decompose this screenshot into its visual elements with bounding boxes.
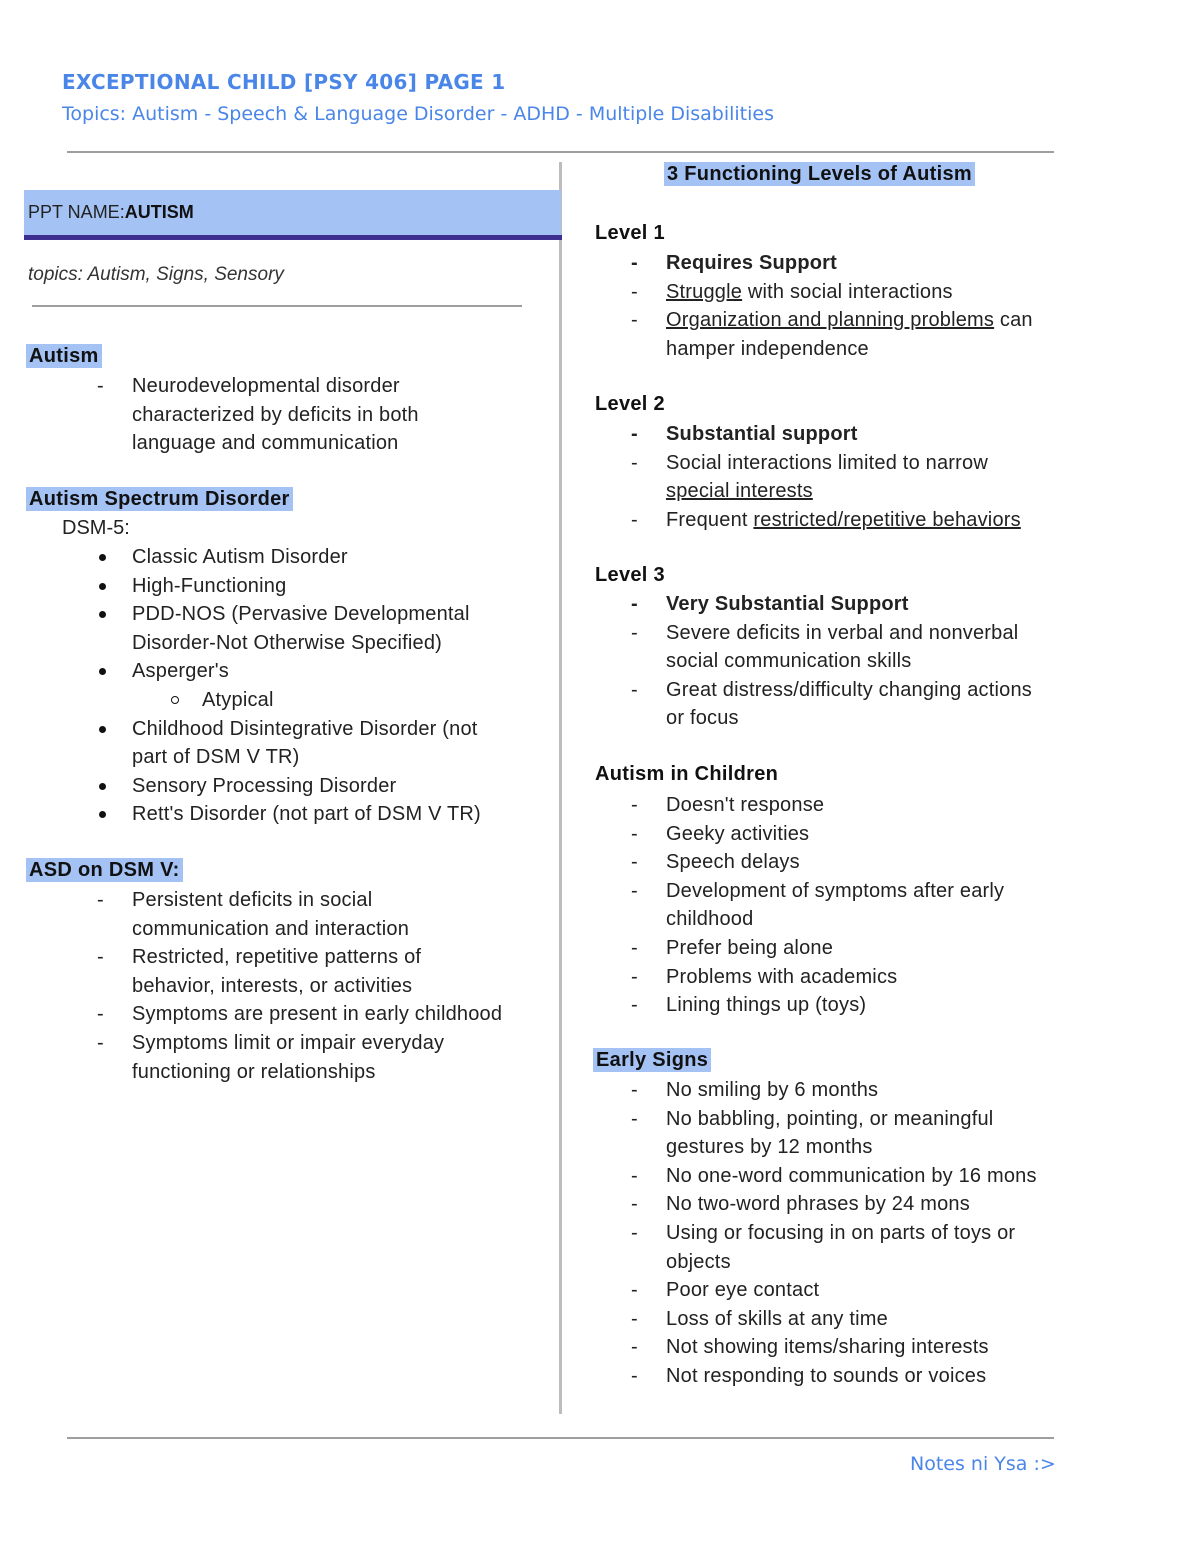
list-item-continued: objects: [666, 1250, 731, 1273]
levels-heading: 3 Functioning Levels of Autism: [664, 162, 975, 186]
early-heading-wrap: [593, 1049, 711, 1072]
list-item: High-Functioning: [132, 572, 481, 601]
list-item-continued: part of DSM V TR): [132, 746, 300, 769]
list-item: - No one-word communication by 16 mons: [666, 1162, 1037, 1191]
underlined-text: restricted/repetitive behaviors: [753, 508, 1021, 531]
list-item-continued: characterized by deficits in both: [132, 403, 419, 426]
underlined-text: Struggle: [666, 280, 743, 303]
ppt-name-label: PPT NAME:: [28, 202, 125, 222]
dsmv-list: [132, 886, 502, 1086]
top-divider: [67, 151, 1054, 153]
level1-heading: Level 1: [595, 222, 665, 244]
list-item: [666, 278, 1033, 307]
list-item-continued: language and communication: [132, 432, 399, 455]
ppt-name-underline: [24, 235, 562, 240]
list-item: - Development of symptoms after early: [666, 877, 1004, 906]
list-item-continued: behavior, interests, or activities: [132, 974, 413, 997]
early-heading: Early Signs: [593, 1048, 711, 1072]
ppt-name-value: AUTISM: [124, 202, 194, 222]
list-item: [666, 506, 1021, 535]
list-item: - Severe deficits in verbal and nonverbal: [666, 619, 1032, 648]
footer-note: Notes ni Ysa :>: [910, 1453, 1056, 1475]
list-item: - Substantial support: [666, 420, 1021, 449]
list-item: - Problems with academics: [666, 963, 1004, 992]
level2-heading: Level 2: [595, 393, 665, 415]
autism-list: [132, 372, 419, 458]
list-item: - Doesn't response: [666, 791, 1004, 820]
list-item: - Geeky activities: [666, 820, 1004, 849]
level1-list: [666, 249, 1033, 363]
list-item: PDD-NOS (Pervasive Developmental: [132, 600, 481, 629]
list-item: - Prefer being alone: [666, 934, 1004, 963]
page-subtitle: Topics: Autism - Speech & Language Disorder - ADHD - Multiple Disabilities: [62, 103, 774, 125]
list-item: - Symptoms are present in early childhood: [132, 1000, 502, 1029]
topics-line: topics: Autism, Signs, Sensory: [28, 264, 284, 285]
children-heading: Autism in Children: [595, 763, 779, 785]
column-divider: [559, 162, 562, 1414]
asd-heading: Autism Spectrum Disorder: [26, 487, 293, 511]
asd-heading-wrap: [26, 488, 293, 511]
list-item: Childhood Disintegrative Disorder (not: [132, 715, 481, 744]
list-item: Asperger's: [132, 657, 481, 686]
asd-list: [132, 543, 481, 829]
early-list: [666, 1076, 1037, 1391]
list-item: - Not responding to sounds or voices: [666, 1362, 1037, 1391]
list-item: - Requires Support: [666, 249, 1033, 278]
item-text: can: [994, 309, 1033, 332]
list-item: - Neurodevelopmental disorder: [132, 372, 419, 401]
list-item-continued: hamper independence: [666, 337, 869, 360]
autism-heading: Autism: [26, 344, 102, 368]
list-item: Classic Autism Disorder: [132, 543, 481, 572]
list-item: - Persistent deficits in social: [132, 886, 502, 915]
list-item-continued: or focus: [666, 707, 739, 730]
list-item: - Symptoms limit or impair everyday: [132, 1029, 502, 1058]
list-item: - No smiling by 6 months: [666, 1076, 1037, 1105]
children-list: [666, 791, 1004, 1020]
list-item: - No babbling, pointing, or meaningful: [666, 1105, 1037, 1134]
underlined-text: Organization and planning problems: [666, 309, 995, 332]
list-item: - Great distress/difficulty changing actions: [666, 676, 1032, 705]
levels-heading-wrap: [664, 163, 975, 186]
level3-heading: Level 3: [595, 564, 665, 586]
list-item: - Social interactions limited to narrow: [666, 449, 1021, 478]
ppt-name-bar: [24, 190, 561, 236]
dsm5-label: DSM-5:: [62, 517, 130, 539]
list-item: - Poor eye contact: [666, 1276, 1037, 1305]
list-item-continued: social communication skills: [666, 650, 912, 673]
list-item: - No two-word phrases by 24 mons: [666, 1190, 1037, 1219]
list-item: [666, 306, 1033, 335]
page-title: EXCEPTIONAL CHILD [PSY 406] PAGE 1: [62, 70, 506, 94]
list-item-continued: childhood: [666, 908, 754, 931]
dsmv-heading: ASD on DSM V:: [26, 858, 183, 882]
list-item: - Speech delays: [666, 848, 1004, 877]
list-item: - Restricted, repetitive patterns of: [132, 943, 502, 972]
sub-list-item: Atypical: [202, 686, 481, 715]
autism-heading-wrap: [26, 345, 102, 368]
list-item-continued: Disorder-Not Otherwise Specified): [132, 631, 443, 654]
list-item-continued: [666, 477, 1021, 506]
list-item-continued: functioning or relationships: [132, 1060, 376, 1083]
list-item: - Loss of skills at any time: [666, 1305, 1037, 1334]
list-item-continued: gestures by 12 months: [666, 1136, 873, 1159]
level3-list: [666, 590, 1032, 733]
topics-divider: [32, 305, 522, 307]
list-item: - Not showing items/sharing interests: [666, 1333, 1037, 1362]
bottom-divider: [67, 1437, 1054, 1439]
dsmv-heading-wrap: [26, 859, 183, 882]
list-item: Rett's Disorder (not part of DSM V TR): [132, 800, 481, 829]
underlined-text: special interests: [666, 480, 813, 503]
item-text: Frequent: [666, 508, 754, 531]
list-item-continued: communication and interaction: [132, 917, 410, 940]
list-item: - Using or focusing in on parts of toys or: [666, 1219, 1037, 1248]
item-text: with social interactions: [742, 280, 953, 303]
list-item: Sensory Processing Disorder: [132, 772, 481, 801]
list-item: - Lining things up (toys): [666, 991, 1004, 1020]
list-item: - Very Substantial Support: [666, 590, 1032, 619]
level2-list: [666, 420, 1021, 534]
